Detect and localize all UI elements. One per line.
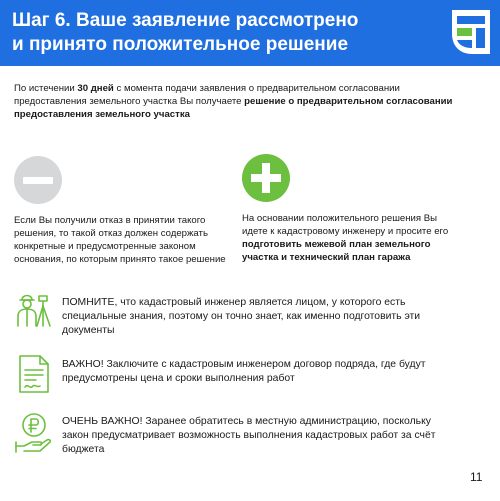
- approval-text-plain: На основании положительного решения Вы идете к кадастровому инженеру и просите его: [242, 213, 449, 237]
- intro-text-2: с момента подачи заявления о предварительном согласовании предоставления земельного участка Вы получаете: [14, 83, 400, 107]
- intro-bold-decision: решение о предварительном согласовании предоставления земельного участка: [14, 96, 453, 120]
- note-remember-text: ПОМНИТЕ, что кадастровый инженер является лицом, у которого есть специальные знания, поэтому он точно знает, как именно подготовить эти документы: [62, 297, 421, 336]
- intro-bold-days: 30 дней: [77, 83, 114, 94]
- rosreestr-logo-icon: [448, 6, 494, 58]
- plus-icon: [242, 154, 290, 202]
- approval-text-bold: подготовить межевой план земельного участка и технический план гаража: [242, 239, 431, 263]
- contract-icon: [12, 352, 56, 396]
- note-important-text: ВАЖНО! Заключите с кадастровым инженером договор подряда, где будут предусмотрены цена и сроки выполнения работ: [62, 359, 426, 384]
- engineer-icon: [12, 288, 56, 332]
- intro-paragraph: [14, 82, 454, 121]
- approval-text: [242, 212, 452, 264]
- note-very-important-text: ОЧЕНЬ ВАЖНО! Заранее обратитесь в местную администрацию, поскольку закон предусматривает возможность выполнения кадастровых работ за счёт бюджета: [62, 416, 436, 455]
- ruble-hand-icon: [12, 410, 56, 454]
- intro-text-1: По истечении: [14, 83, 78, 94]
- page-title: Шаг 6. Ваше заявление рассмотрено и принято положительное решение: [12, 10, 359, 55]
- header-banner: [0, 0, 500, 66]
- refusal-text: Если Вы получили отказ в принятии такого решения, то такой отказ должен содержать конкретные и предусмотренные законом основания, по которым принято такое решение: [14, 215, 226, 265]
- minus-icon: [14, 156, 62, 204]
- page-number: 11: [470, 470, 483, 484]
